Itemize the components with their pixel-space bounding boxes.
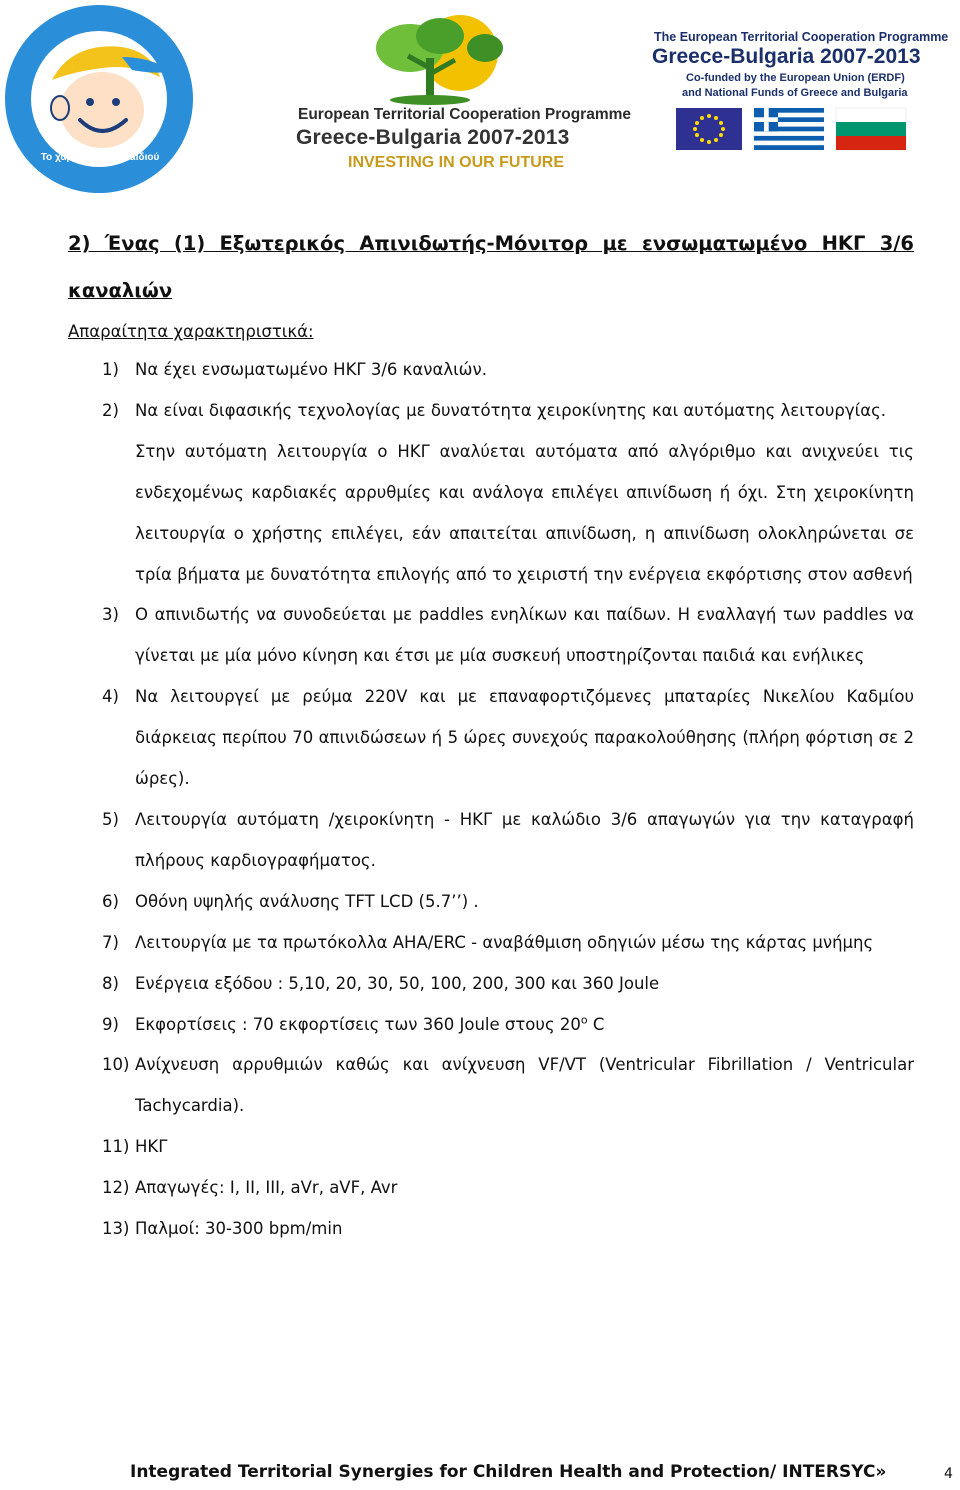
item-number: 2) xyxy=(102,400,119,420)
list-item xyxy=(68,923,914,964)
list-item xyxy=(68,677,914,800)
item-text: Λειτουργία αυτόματη /χειροκίνητη - ΗΚΓ με καλώδιο 3/6 απαγωγών για την καταγραφή πλήρους καρδιογραφήματος. xyxy=(135,809,914,870)
item-number: 8) xyxy=(102,973,119,993)
item-text: Να λειτουργεί με ρεύμα 220V και με επαναφορτιζόμενες μπαταρίες Νικελίου Καδμίου διάρκειας περίπου 70 απινιδώσεων ή 5 ώρες συνεχούς παρακολούθησης (πλήρη φόρτιση σε 2 ώρες). xyxy=(135,687,914,789)
programme-line1: The European Territorial Cooperation Programme xyxy=(654,30,949,44)
item-number: 5) xyxy=(102,809,119,829)
item-text-main: Εκφορτίσεις : 70 εκφορτίσεις των 360 Joule στους 20 xyxy=(135,1014,581,1034)
item-text: Λειτουργία με τα πρωτόκολλα AHA/ERC - αναβάθμιση οδηγιών μέσω της κάρτας μνήμης xyxy=(135,932,874,952)
list-item xyxy=(68,391,914,596)
item-number: 12) xyxy=(102,1178,130,1198)
item-text: Να είναι διφασικής τεχνολογίας με δυνατότητα χειροκίνητης και αυτόματης λειτουργίας. xyxy=(135,400,887,420)
item-text: Ανίχνευση αρρυθμιών καθώς και ανίχνευση VF/VT (Ventricular Fibrillation / Ventricular Tachycardia). xyxy=(135,1055,914,1116)
item-text: Απαγωγές: I, II, III, aVr, aVF, Avr xyxy=(135,1178,398,1198)
greece-flag-icon xyxy=(754,108,824,150)
item-number: 10) xyxy=(102,1055,130,1075)
etc-logo-line3: INVESTING IN OUR FUTURE xyxy=(348,154,565,171)
list-item xyxy=(68,1005,914,1046)
list-item xyxy=(68,595,914,677)
item-number: 6) xyxy=(102,891,119,911)
list-item xyxy=(68,882,914,923)
etc-logo-line2: Greece-Bulgaria 2007-2013 xyxy=(296,126,570,149)
item-text: ΗΚΓ xyxy=(135,1137,168,1157)
list-item xyxy=(68,1209,914,1250)
item-number: 3) xyxy=(102,605,119,625)
programme-funding-block xyxy=(650,28,949,158)
item-text: Να έχει ενσωματωμένο ΗΚΓ 3/6 καναλιών. xyxy=(135,360,487,379)
list-item xyxy=(68,350,914,391)
list-item xyxy=(68,1168,914,1209)
item-text-unit: C xyxy=(587,1014,605,1034)
item-text: Ο απινιδωτής να συνοδεύεται με paddles ενηλίκων και παίδων. Η εναλλαγή των paddles να γίνεται με μία μόνο κίνηση και έτσι με μία συσκευή υποστηρίζονται παιδιά και ενήλικες xyxy=(135,605,914,666)
programme-line3: Co-funded by the European Union (ERDF) xyxy=(686,72,905,84)
item-text xyxy=(135,1005,914,1046)
flags-row xyxy=(676,106,932,152)
degree-superscript: o xyxy=(580,1013,588,1026)
list-item xyxy=(68,800,914,882)
item-text: Ενέργεια εξόδου : 5,10, 20, 30, 50, 100, 200, 300 και 360 Joule xyxy=(135,973,660,993)
footer-project-title: Integrated Territorial Synergies for Children Health and Protection/ INTERSYC» xyxy=(130,1462,887,1482)
item-number: 9) xyxy=(102,1014,119,1034)
item-text: Παλμοί: 30-300 bpm/min xyxy=(135,1219,343,1239)
item-number: 11) xyxy=(102,1137,130,1157)
child-smile-logo xyxy=(2,2,196,196)
requirements-list xyxy=(68,350,914,1250)
programme-line4: and National Funds of Greece and Bulgaria xyxy=(682,87,908,99)
item-number: 13) xyxy=(102,1219,130,1239)
tree-logo-icon xyxy=(290,8,600,108)
list-item xyxy=(68,1127,914,1168)
eu-flag-icon xyxy=(676,108,742,150)
list-item xyxy=(68,964,914,1005)
document-body xyxy=(68,220,914,1250)
child-logo-text: Το χαμόγελο του παιδιού xyxy=(40,152,160,163)
item-number: 4) xyxy=(102,687,119,707)
requirements-subheading: Απαραίτητα χαρακτηριστικά: xyxy=(68,322,314,341)
item-number: 7) xyxy=(102,932,119,952)
etc-programme-logo xyxy=(290,8,632,183)
section-heading: 2) Ένας (1) Εξωτερικός Απινιδωτής-Μόνιτορ με ενσωματωμένο ΗΚΓ 3/6 καναλιών xyxy=(68,232,914,302)
item-text: Στην αυτόματη λειτουργία ο ΗΚΓ αναλύεται αυτόματα από αλγόριθμο και ανιχνεύει τις ενδεχομένως καρδιακές αρρυθμίες και ανάλογα επιλέγει απινίδωση ή όχι. Στη χειροκίνητη λειτουργία ο χρήστης επιλέγει, εάν απαιτείται απινίδωση, η απινίδωση ολοκληρώνεται σε τρία βήματα με δυνατότητα επιλογής από το χειριστή την ενέργεια εκφόρτισης στον ασθενή xyxy=(135,441,914,584)
item-text: Οθόνη υψηλής ανάλυσης TFT LCD (5.7’’) . xyxy=(135,891,479,911)
etc-logo-line1: European Territorial Cooperation Programme xyxy=(298,106,632,123)
list-item xyxy=(68,1045,914,1127)
programme-line2: Greece-Bulgaria 2007-2013 xyxy=(652,45,921,68)
bulgaria-flag-icon xyxy=(836,108,906,150)
item-number: 1) xyxy=(102,360,119,379)
page-number: 4 xyxy=(944,1466,953,1482)
